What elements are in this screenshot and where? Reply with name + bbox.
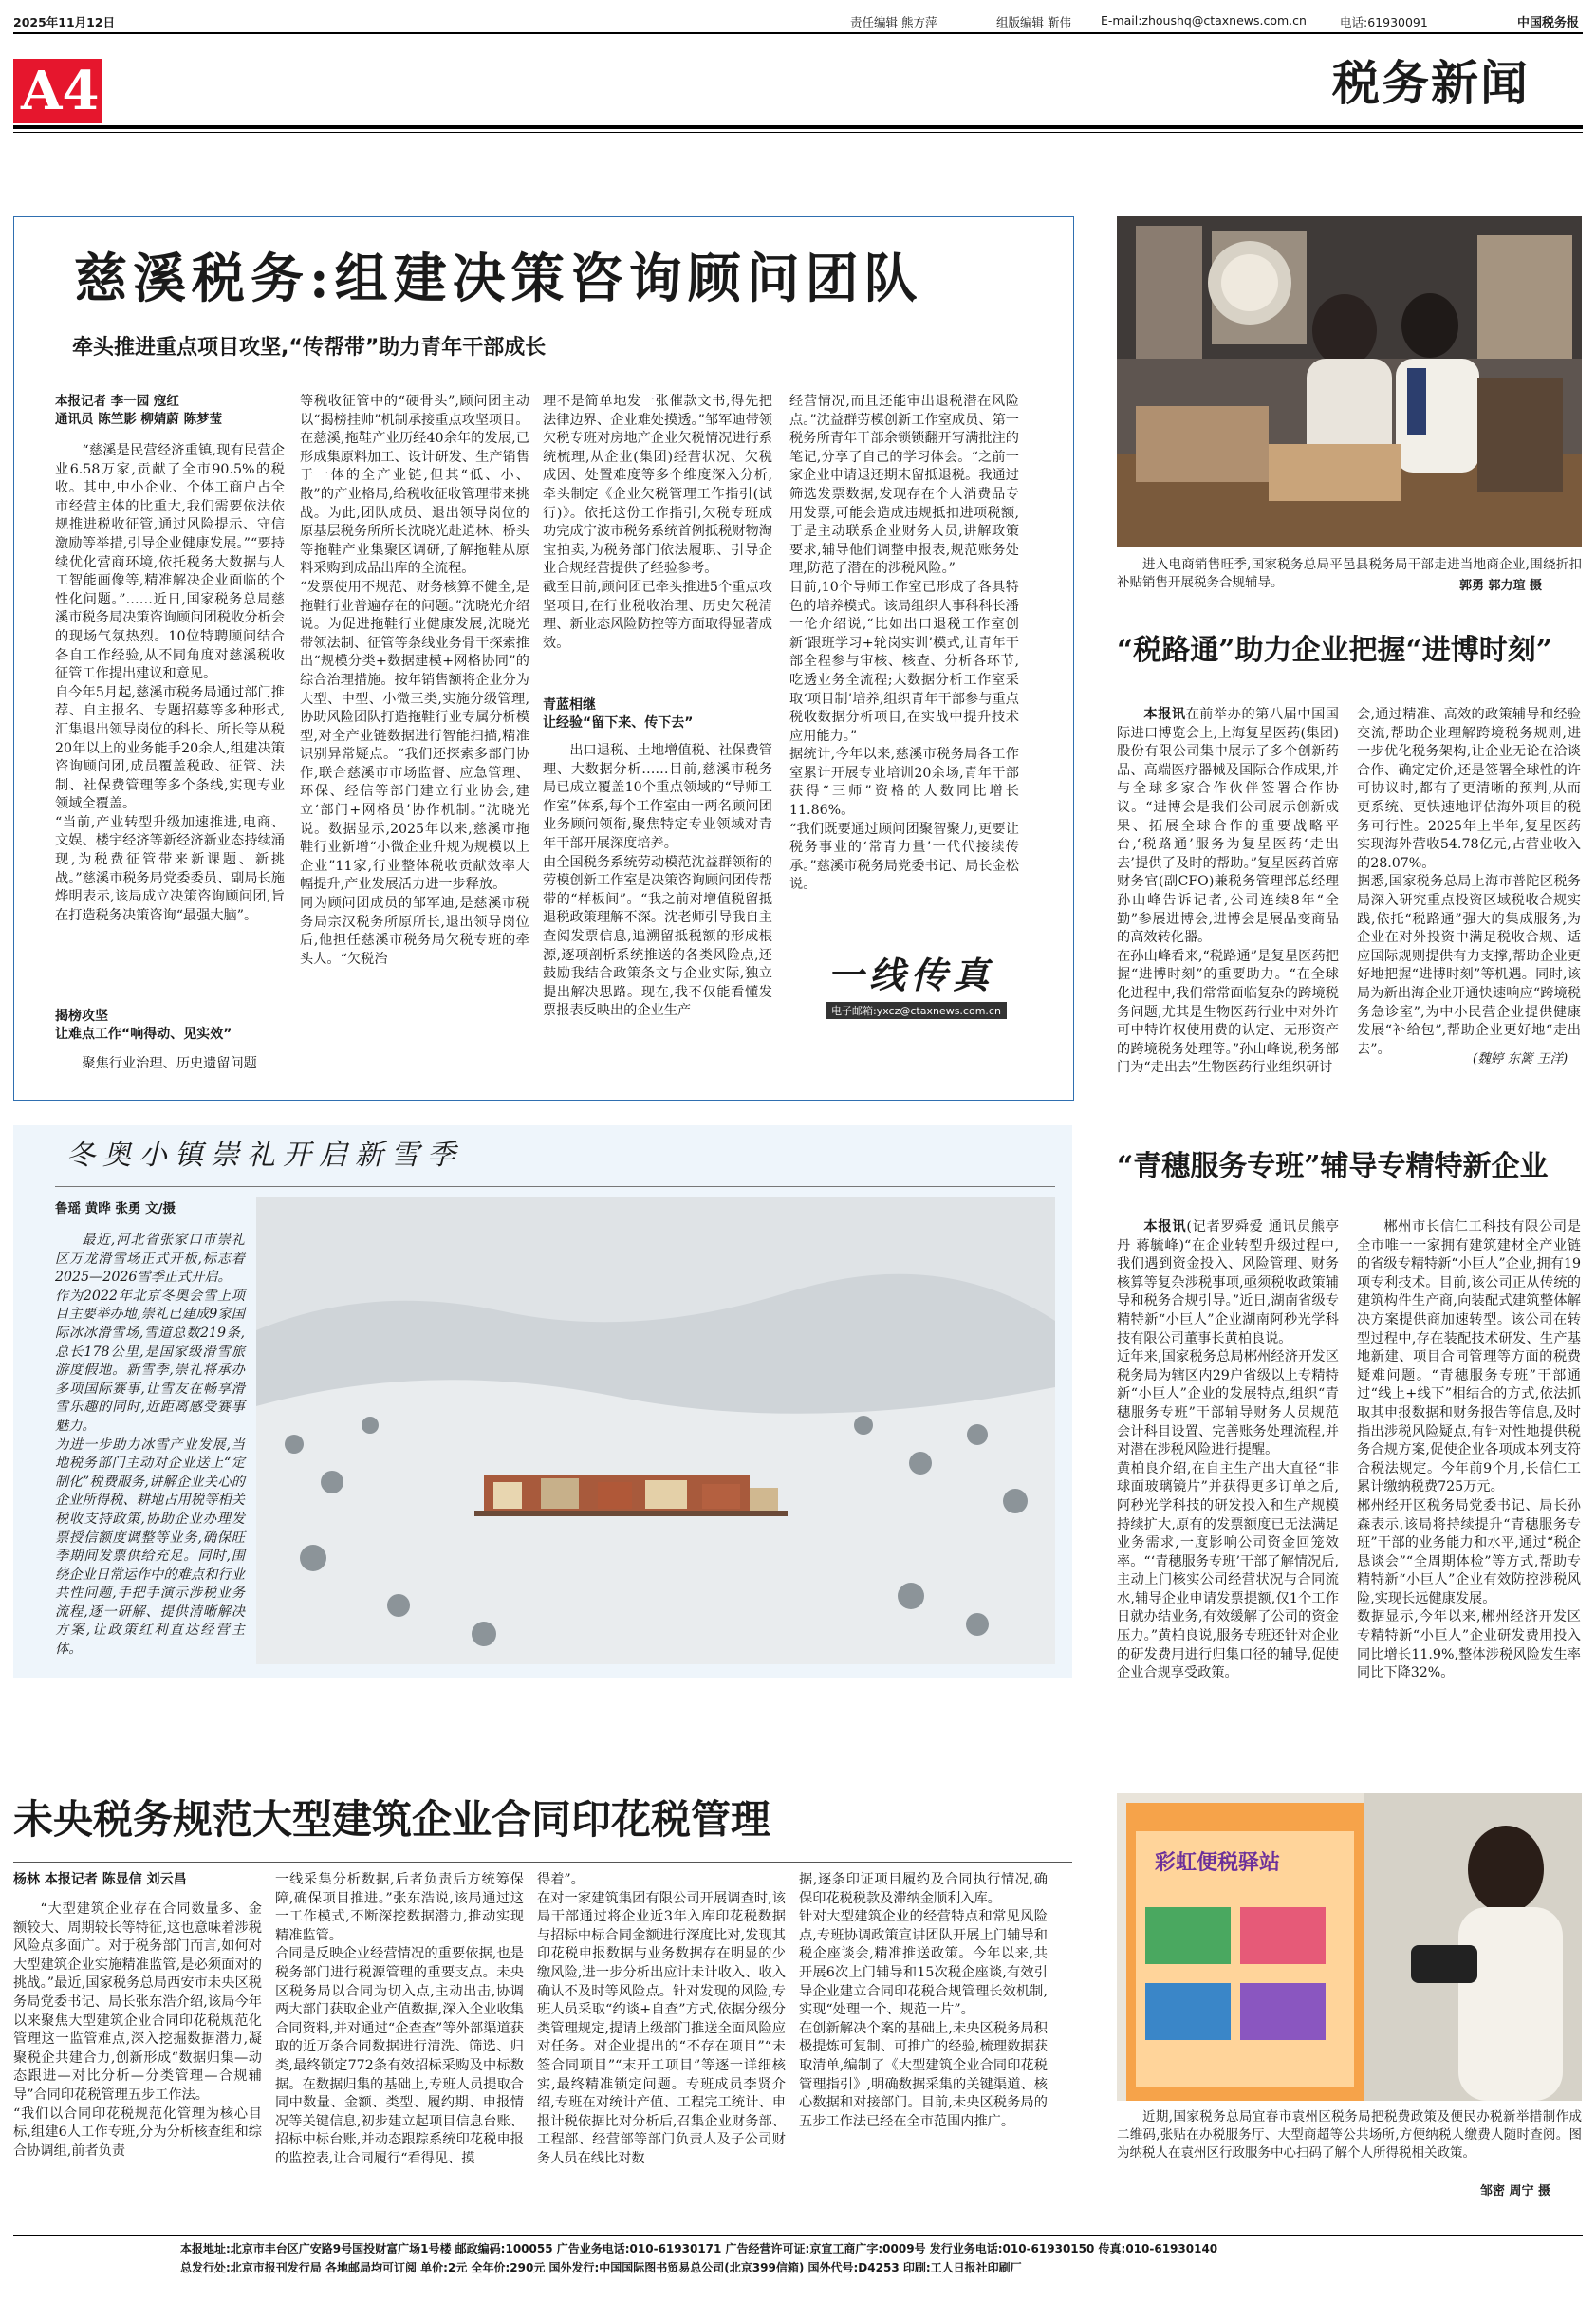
photo-qr-caption: 近期,国家税务总局宜春市袁州区税务局把税费政策及便民办税新举措制作成二维码,张贴在办税服务厅、大型商超等公共场所,方便纳税人缴费人随时查阅。图为纳税人在袁州区行政服务中心扫码了解个人所得税相关政策。 — [1117, 2109, 1582, 2161]
article-chongli-byline: 鲁瑶 黄晔 张勇 文/摄 — [55, 1201, 176, 1216]
footer-distribution: 总发行处:北京市报刊发行局 各地邮局均可订阅 单价:2元 全年价:290元 国外发行:中国国际图书贸易总公司(北京399信箱) 国外代号:D4253 印刷:工人日报社印刷厂 — [180, 2261, 1022, 2274]
qr-station-sign: 彩虹便税驿站 — [1155, 1851, 1281, 1875]
article-weiyang-rule — [13, 1862, 1072, 1863]
article-qingsui-title: “青穗服务专班”辅导专精特新企业 — [1117, 1150, 1549, 1183]
article-cixi-head2: 青蓝相继 — [543, 697, 596, 713]
article-jinbo-col2: 会,通过精准、高效的政策辅导和经验交流,帮助企业理解跨境税务规则,进一步优化税务架构,让企业无论在洽谈合作、确定定价,还是签署全球性的许可协议时,都有了更清晰的预判,从而更系统、更快速地评估海外项目的税务可行性。2025年上半年,复星医药实现海外营收54.78亿元,占营业收入的28.07%。 据悉,国家税务总局上海市普陀区税务局深入研究重点投资区域税收合规实践,依托“税路通”强大的集成服务,为企业在对外投资中满足税收合规、适应国际规则提供有力支撑,帮助企业更好地把握“进博时刻”等机遇。同时,该局为新出海企业开通快速响应“跨境税务急诊室”,为中小民营企业提供健康发展“补给包”,帮助企业更好地“走出去”。 — [1357, 707, 1581, 1057]
article-jinbo-credit: (魏婷 东篱 王洋) — [1473, 1051, 1568, 1067]
editor-email: E-mail:zhoushq@ctaxnews.com.cn — [1101, 13, 1307, 28]
editor-phone: 电话:61930091 — [1340, 15, 1428, 29]
article-cixi-col3b-text: 出口退税、土地增值税、社保费管理、大数据分析……目前,慈溪市税务局已成立覆盖10个重点领域的“导师工作室”体系,每个工作室由一两名顾问团业务顾问领衔,聚焦特定专业领域对青年干部开展深度培养。 由全国税务系统劳动模范沈益群领衔的劳模创新工作室是决策咨询顾问团传帮带的“样板间”。“我之前对增值税留抵退税政策理解不深。沈老师引导我自主查阅发票信息,追溯留抵税额的形成根源,逐项剖析系统推送的各类风险点,还鼓励我结合政策条文与企业实际,独立提出解决思路。现在,我不仅能看懂发票报表反映出的企业生产 — [543, 743, 772, 1019]
article-weiyang-byline: 杨林 本报记者 陈显信 刘云昌 — [13, 1872, 187, 1887]
photo-snow-town-art — [256, 1197, 1055, 1664]
article-cixi-col4: 经营情况,而且还能审出退税潜在风险点。”沈益群劳模创新工作室成员、第一税务所青年干部余锁锁翻开写满批注的笔记,分享了自己的学习体会。“之前一家企业申请退还期末留抵退税。我通过筛选发票数据,发现存在个人消费品专用发票,可能会造成违规抵扣进项税额,于是主动联系企业财务人员,讲解政策要求,辅导他们调整申报表,规范账务处理,防范了潜在的涉税风险。” 目前,10个导师工作室已形成了各具特色的培养模式。该局组织人事科科长潘一伦介绍说,“比如出口退税工作室创新‘跟班学习+轮岗实训’模式,让青年干部全程参与审核、核查、分析各环节,吃透业务全流程;大数据分析工作室采取‘项目制’培养,组织青年干部参与重点税收数据分析项目,在实战中提升技术应用能力。” 据统计,今年以来,慈溪市税务局各工作室累计开展专业培训20余场,青年干部获得“三师”资格的人数同比增长11.86%。 “我们既要通过顾问团聚智聚力,更要让税务事业的‘常青力量’一代代接续传承。”慈溪市税务局党委书记、局长金松说。 — [789, 394, 1019, 893]
photo-snow-town — [256, 1197, 1055, 1664]
paper-name: 中国税务报 — [1517, 16, 1580, 30]
article-qingsui-col2: 郴州市长信仁工科技有限公司是全市唯一一家拥有建筑建材全产业链的省级专精特新“小巨人”企业,拥有19项专利技术。目前,该公司正从传统的建筑构件生产商,向装配式建筑整体解决方案提供商加速转型。该公司在转型过程中,存在装配技术研发、生产基地新建、项目合同管理等方面的税费疑难问题。“青穗服务专班”干部通过“线上+线下”相结合的方式,依法抓取其申报数据和财务报告等信息,及时指出涉税风险疑点,有针对性地提供税务合规方案,促使企业各项成本列支符合税法规定。今年前9个月,长信仁工累计缴纳税费725万元。 郴州经开区税务局党委书记、局长孙森表示,该局将持续提升“青穗服务专班”干部的业务能力和水平,通过“税企恳谈会”“全周期体检”等方式,帮助专精特新“小巨人”企业有效防控涉税风险,实现长远健康发展。 数据显示,今年以来,郴州经济开发区专精特新“小巨人”企业研发费用投入同比增长11.9%,整体涉税风险发生率同比下降32%。 — [1357, 1219, 1581, 1681]
photo-qr-station-art — [1117, 1793, 1582, 2101]
article-chongli-title: 冬奥小镇崇礼开启新雪季 — [66, 1139, 463, 1172]
article-cixi-head2b: 让经验“留下来、传下去” — [543, 715, 694, 731]
article-cixi-byline2: 通讯员 陈竺影 柳婧蔚 陈梦莹 — [55, 412, 223, 427]
article-chongli-rule — [55, 1186, 1055, 1187]
yixian-email: 电子邮箱:yxcz@ctaxnews.com.cn — [826, 1002, 1007, 1019]
article-weiyang-col3: 得着”。 在对一家建筑集团有限公司开展调查时,该局干部通过将企业近3年入库印花税数据与招标中标合同金额进行深度比对,发现其印花税申报数据与业务数据存在明显的少缴风险,进一步分析出应计未计收入、收入确认不及时等风险点。针对发现的风险,专班人员采取“约谈+自查”方式,依据分级分类管理规定,提请上级部门推送全面风险应对任务。对企业提出的“不存在项目”“未签合同项目”“末开工项目”等逐一详细核实,最终精准锁定问题。专班成员李贤介绍,专班在对统计产值、工程完工统计、申报计税依据比对分析后,召集企业财务部、工程部、经营部等部门负责人及子公司财务人员在线比对数 — [537, 1872, 786, 2166]
page-number-box — [13, 59, 102, 123]
responsible-editor: 责任编辑 熊方萍 — [850, 15, 937, 29]
photo-ecommerce-art — [1117, 216, 1582, 547]
section-rule-thin — [13, 132, 1583, 133]
photo-qr-credit: 邹密 周宁 摄 — [1480, 2184, 1551, 2198]
masthead-top — [13, 11, 1583, 32]
article-cixi-col3 — [543, 393, 772, 1074]
issue-date: 2025年11月12日 — [13, 15, 116, 29]
section-title: 税务新闻 — [1332, 55, 1530, 111]
article-qingsui-col1-body: (记者罗舜爱 通讯员熊亭丹 蒋毓峰)“在企业转型升级过程中,我们遇到资金投入、风险管理、财务核算等复杂涉税事项,亟须税收政策辅导和税务合规引导。”近日,湖南省级专精特新“小巨人”企业湖南阿秒光学科技有限公司董事长黄柏良说。 近年来,国家税务总局郴州经济开发区税务局为辖区内29户省级以上专精特新“小巨人”企业的发展特点,组织“青穗服务专班”干部辅导财务人员规范会计科目设置、完善账务处理流程,并对潜在涉税风险进行提醒。 黄柏良介绍,在自主生产出大直径“非球面玻璃镜片”并获得更多订单之后,阿秒光学科技的研发投入和生产规模持续扩大,原有的发票额度已无法满足业务需求,一度影响公司资金回笼效率。“‘青穗服务专班’干部了解情况后,主动上门核实公司经营状况与合同流水,辅导企业申请发票提额,仅1个工作日就办结业务,有效缓解了公司的资金压力。”黄柏良说,服务专班还针对企业的研发费用进行归集口径的辅导,促使企业合规享受政策。 — [1117, 1219, 1339, 1681]
photo-ecommerce-credit: 郭勇 郭力瑄 摄 — [1459, 579, 1543, 593]
footer-rule — [13, 2235, 1583, 2236]
photo-ecommerce-caption: 进入电商销售旺季,国家税务总局平邑县税务局干部走进当地商企业,围绕折扣补贴销售开展税务合规辅导。 — [1117, 557, 1582, 590]
section-rule — [13, 125, 1583, 129]
masthead-rule — [13, 32, 1583, 34]
article-cixi-col1-tail: 聚焦行业治理、历史遗留问题 — [82, 1056, 257, 1071]
article-cixi-head1: 揭榜攻坚 — [55, 1009, 108, 1024]
article-cixi-subtitle: 牵头推进重点项目攻坚,“传帮带”助力青年干部成长 — [72, 336, 547, 360]
photo-ecommerce — [1117, 216, 1582, 547]
article-jinbo-title: “税路通”助力企业把握“进博时刻” — [1117, 634, 1553, 667]
article-qingsui-lead: 本报讯 — [1143, 1219, 1187, 1234]
article-cixi-col2: 等税收征管中的“硬骨头”,顾问团主动以“揭榜挂帅”机制承接重点攻坚项目。 在慈溪,拖鞋产业历经40余年的发展,已形成集原料加工、设计研发、生产销售于一体的全产业链,但其“低、小、散”的产业格局,给税收征收管理带来挑战。为此,团队成员、退出领导岗位的原基层税务所所长沈晓光赴逍林、桥头等拖鞋产业集聚区调研,了解拖鞋从原料采购到成品出库的全流程。 “发票使用不规范、财务核算不健全,是拖鞋行业普遍存在的问题。”沈晓光介绍说。为促进拖鞋行业健康发展,沈晓光带领法制、征管等条线业务骨干探索推出“规模分类+数据建模+网格协同”的综合治理措施。按年销售额将企业分为大型、中型、小微三类,实施分级管理,协助风险团队打造拖鞋行业专属分析模型,对全产业链数据进行智能扫描,精准识别异常疑点。“我们还探索多部门协作,联合慈溪市市场监督、应急管理、环保、经信等部门建立行业协会,建立‘部门+网格员’协作机制。”沈晓光说。数据显示,2025年以来,慈溪市拖鞋行业新增“小微企业升规为规模以上企业”11家,行业整体税收贡献效率大幅提升,产业发展活力进一步释放。 同为顾问团成员的邹军迪,是慈溪市税务局宗汉税务所原所长,退出领导岗位后,他担任慈溪市税务局欠税专班的牵头人。“欠税治 — [300, 394, 529, 967]
photo-qr-station — [1117, 1793, 1582, 2101]
article-weiyang-col2: 一线采集分析数据,后者负责后方统筹保障,确保项目推进。”张东浩说,该局通过这一工作模式,不断深挖数据潜力,推动实现精准监管。 合同是反映企业经营情况的重要依据,也是税务部门进行税源管理的重要支点。未央区税务局以合同为切入点,主动出击,协调两大部门获取企业产值数据,深入企业收集合同资料,并对通过“企查查”等外部渠道获取的近万条合同数据进行清洗、筛选、归类,最终锁定772条有效招标采购及中标数据。在数据归集的基础上,专班人员提取合同中数量、金额、类型、履约期、申报情况等关键信息,初步建立起项目信息台账、招标中标台账,并动态跟踪系统印花税申报的监控表,让合同履行“看得见、摸 — [275, 1872, 524, 2166]
layout-editor: 组版编辑 靳伟 — [996, 15, 1071, 29]
footer-address: 本报地址:北京市丰台区广安路9号国投财富广场1号楼 邮政编码:100055 广告业务电话:010-61930171 广告经营许可证:京宣工商广字:0009号 发行业务电话:010-61930150 传真:010-61930140 — [180, 2242, 1218, 2255]
article-jinbo-col1 — [1117, 706, 1339, 1076]
article-jinbo-col1-text — [1117, 706, 1339, 1076]
article-cixi-title: 慈溪税务:组建决策咨询顾问团队 — [74, 248, 923, 310]
article-weiyang-col1 — [13, 1871, 262, 2202]
article-jinbo-col1-body: 在前举办的第八届中国国际进口博览会上,上海复星医药(集团)股份有限公司集中展示了多个创新药品、高端医疗器械及国际合作成果,并与全球多家合作伙伴签署合作协议。“进博会是我们公司展示创新成果、拓展全球合作的重要战略平台,‘税路通’服务为复星医药‘走出去’提供了及时的帮助。”复星医药首席财务官(副CFO)兼税务管理部总经理孙山峰告诉记者,公司连续8年“全勤”参展进博会,进博会是展品变商品的高效转化器。 在孙山峰看来,“税路通”是复星医药把握“进博时刻”的重要助力。“在全球化进程中,我们常常面临复杂的跨境税务问题,尤其是生物医药行业中对外许可中特许权使用费的认定、无形资产的跨境税务处理等。”孙山峰说,税务部门为“走出去”生物医药行业组织研讨 — [1117, 707, 1339, 1076]
article-jinbo-lead: 本报讯 — [1143, 707, 1186, 722]
article-cixi-col1 — [55, 393, 285, 1074]
article-cixi-col1-text: “慈溪是民营经济重镇,现有民营企业6.58万家,贡献了全市90.5%的税收。其中,中小企业、个体工商户占全市经营主体的比重大,我们需要依法依规推进税收征管,通过风险提示、守信激励等举措,引导企业健康发展。”“要持续优化营商环境,依托税务大数据与人工智能画像等,精准解决企业面临的个性化问题。”……近日,国家税务总局慈溪市税务局决策咨询顾问团税收分析会的现场气氛热烈。10位特聘顾问结合各自工作经验,从不同角度对慈溪税收征管工作提出建议和意见。 自今年5月起,慈溪市税务局通过部门推荐、自主报名、专题招募等多种形式,汇集退出领导岗位的科长、所长等从税20年以上的业务能手20余人,组建决策咨询顾问团,成员覆盖税政、征管、法制、社保费管理等多个条线,实现专业领域全覆盖。 “当前,产业转型升级加速推进,电商、文娱、楼宇经济等新经济新业态持续涌现,为税费征管带来新课题、新挑战。”慈溪市税务局党委委员、副局长施烨明表示,该局成立决策咨询顾问团,旨在打造税务决策咨询“最强大脑”。 — [55, 443, 285, 923]
page-number: A4 — [21, 60, 100, 122]
article-weiyang-col1-text: “大型建筑企业存在合同数量多、金额较大、周期较长等特征,这也意味着涉税风险点多面广。对于税务部门而言,如何对大型建筑企业实施精准监管,是必须面对的挑战。”最近,国家税务总局西安市未央区税务局党委书记、局长张东浩介绍,该局今年以来聚焦大型建筑企业合同印花税规范化管理这一监管难点,深入挖掘数据潜力,凝聚税企共建合力,创新形成“数据归集—动态跟进—对比分析—分类管理—合规辅导”合同印花税管理五步工作法。 “我们以合同印花税规范化管理为核心目标,组建6人工作专班,分为分析核查组和综合协调组,前者负责 — [13, 1901, 262, 2159]
article-cixi-col3-text: 理不是简单地发一张催款文书,得先把法律边界、企业难处摸透。”邹军迪带领欠税专班对房地产企业欠税情况进行系统梳理,从企业(集团)经营状况、欠税成因、处置难度等多个维度深入分析,牵头制定《企业欠税管理工作指引(试行)》。依托这份工作指引,欠税专班成功完成宁波市税务系统首例抵税财物淘宝拍卖,为税务部门依法履职、引导企业合规经营提供了经验参考。 截至目前,顾问团已牵头推进5个重点攻坚项目,在行业税收治理、历史欠税清理、新业态风险防控等方面取得显著成效。 — [543, 394, 772, 651]
article-cixi-head1b: 让难点工作“响得动、见实效” — [55, 1027, 232, 1042]
article-cixi-byline1: 本报记者 李一园 寇红 — [55, 394, 179, 409]
article-weiyang-title: 未央税务规范大型建筑企业合同印花税管理 — [13, 1796, 771, 1843]
yixian-seal: 一线传真 — [827, 954, 995, 996]
article-chongli-body: 最近,河北省张家口市崇礼区万龙滑雪场正式开板,标志着2025—2026雪季正式开启。 作为2022年北京冬奥会雪上项目主要举办地,崇礼已建成9家国际冰冰滑雪场,雪道总数219条,总长178公里,是国家级滑雪旅游度假地。新雪季,崇礼将承办多项国际赛事,让雪友在畅享滑雪乐趣的同时,近距离感受赛事魅力。 为进一步助力冰雪产业发展,当地税务部门主动对企业送上“定制化”税费服务,讲解企业关心的企业所得税、耕地占用税等相关税收支持政策,协助企业办理发票授信额度调整等业务,确保旺季期间发票供给充足。同时,围绕企业日常运作中的难点和行业共性问题,手把手演示涉税业务流程,逐一研解、提供清晰解决方案,让政策红利直达经营主体。 — [55, 1233, 245, 1658]
article-qingsui-col1 — [1117, 1218, 1339, 1763]
article-weiyang-col4: 据,逐条印证项目履约及合同执行情况,确保印花税税款及滞纳金顺利入库。 针对大型建筑企业的经营特点和常见风险点,专班协调政策宣讲团队开展上门辅导和税企座谈会,精准推送政策。今年以来,共开展6次上门辅导和15次税企座谈,有效引导企业建立合同印花税合规管理长效机制,实现“处理一个、规范一片”。 在创新解决个案的基础上,未央区税务局积极提炼可复制、可推广的经验,梳理数据获取清单,编制了《大型建筑企业合同印花税管理指引》,明确数据采集的关键渠道、核心数据和对接部门。目前,未央区税务局的五步工作法已经在全市范围内推广。 — [799, 1872, 1048, 2129]
